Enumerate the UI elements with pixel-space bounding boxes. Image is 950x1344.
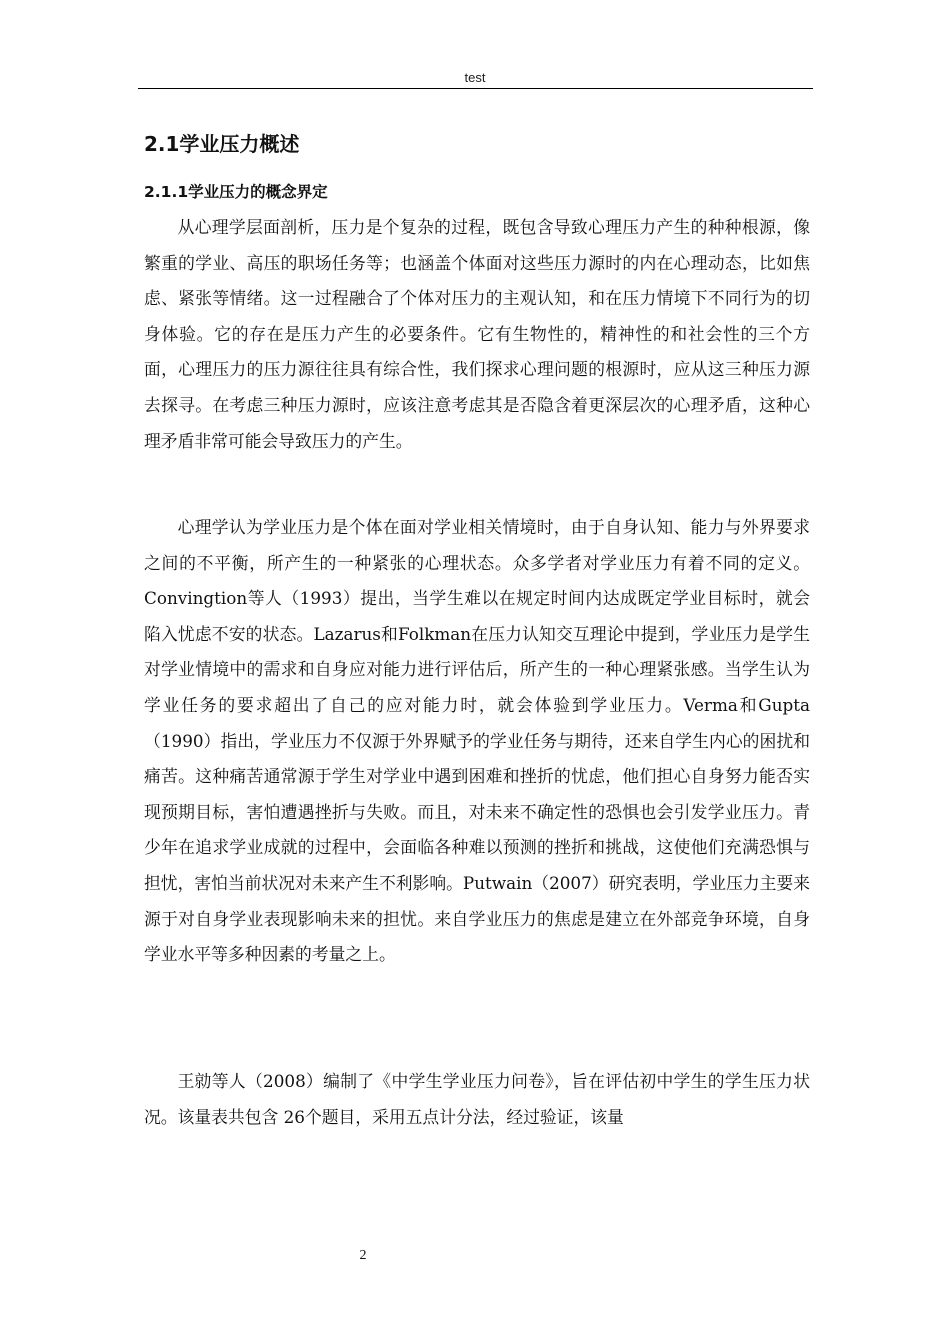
- body-paragraph: 从心理学层面剖析，压力是个复杂的过程，既包含导致心理压力产生的种种根源，像繁重的学业、高压的职场任务等；也涵盖个体面对这些压力源时的内在心理动态，比如焦虑、紧张等情绪。这一过程融合了个体对压力的主观认知，和在压力情境下不同行为的切身体验。它的存在是压力产生的必要条件。它有生物性的，精神性的和社会性的三个方面，心理压力的压力源往往具有综合性，我们探求心理问题的根源时，应从这三种压力源去探寻。在考虑三种压力源时，应该注意考虑其是否隐含着更深层次的心理矛盾，这种心理矛盾非常可能会导致压力的产生。: [144, 217, 810, 451]
- section-heading: 2.1学业压力概述: [144, 132, 300, 156]
- subsection-heading: 2.1.1学业压力的概念界定: [144, 183, 328, 201]
- page-number: 2: [359, 1248, 367, 1263]
- page-header: test: [464, 70, 486, 85]
- body-paragraph: 心理学认为学业压力是个体在面对学业相关情境时，由于自身认知、能力与外界要求之间的不平衡，所产生的一种紧张的心理状态。众多学者对学业压力有着不同的定义。Convingtion等人（1993）提出，当学生难以在规定时间内达成既定学业目标时，就会陷入忧虑不安的状态。Lazarus和Folkman在压力认知交互理论中提到，学业压力是学生对学业情境中的需求和自身应对能力进行评估后，所产生的一种心理紧张感。当学生认为学业任务的要求超出了自己的应对能力时，就会体验到学业压力。Verma和Gupta（1990）指出，学业压力不仅源于外界赋予的学业任务与期待，还来自学生内心的困扰和痛苦。这种痛苦通常源于学生对学业中遇到困难和挫折的忧虑，他们担心自身努力能否实现预期目标，害怕遭遇挫折与失败。而且，对未来不确定性的恐惧也会引发学业压力。青少年在追求学业成就的过程中，会面临各种难以预测的挫折和挑战，这使他们充满恐惧与担忧，害怕当前状况对未来产生不利影响。Putwain（2007）研究表明，学业压力主要来源于对自身学业表现影响未来的担忧。来自学业压力的焦虑是建立在外部竞争环境，自身学业水平等多种因素的考量之上。: [144, 517, 810, 965]
- header-divider: [138, 88, 813, 89]
- body-paragraph: 王勍等人（2008）编制了《中学生学业压力问卷》，旨在评估初中学生的学生压力状况。该量表共包含 26个题目，采用五点计分法，经过验证，该量: [144, 1071, 810, 1127]
